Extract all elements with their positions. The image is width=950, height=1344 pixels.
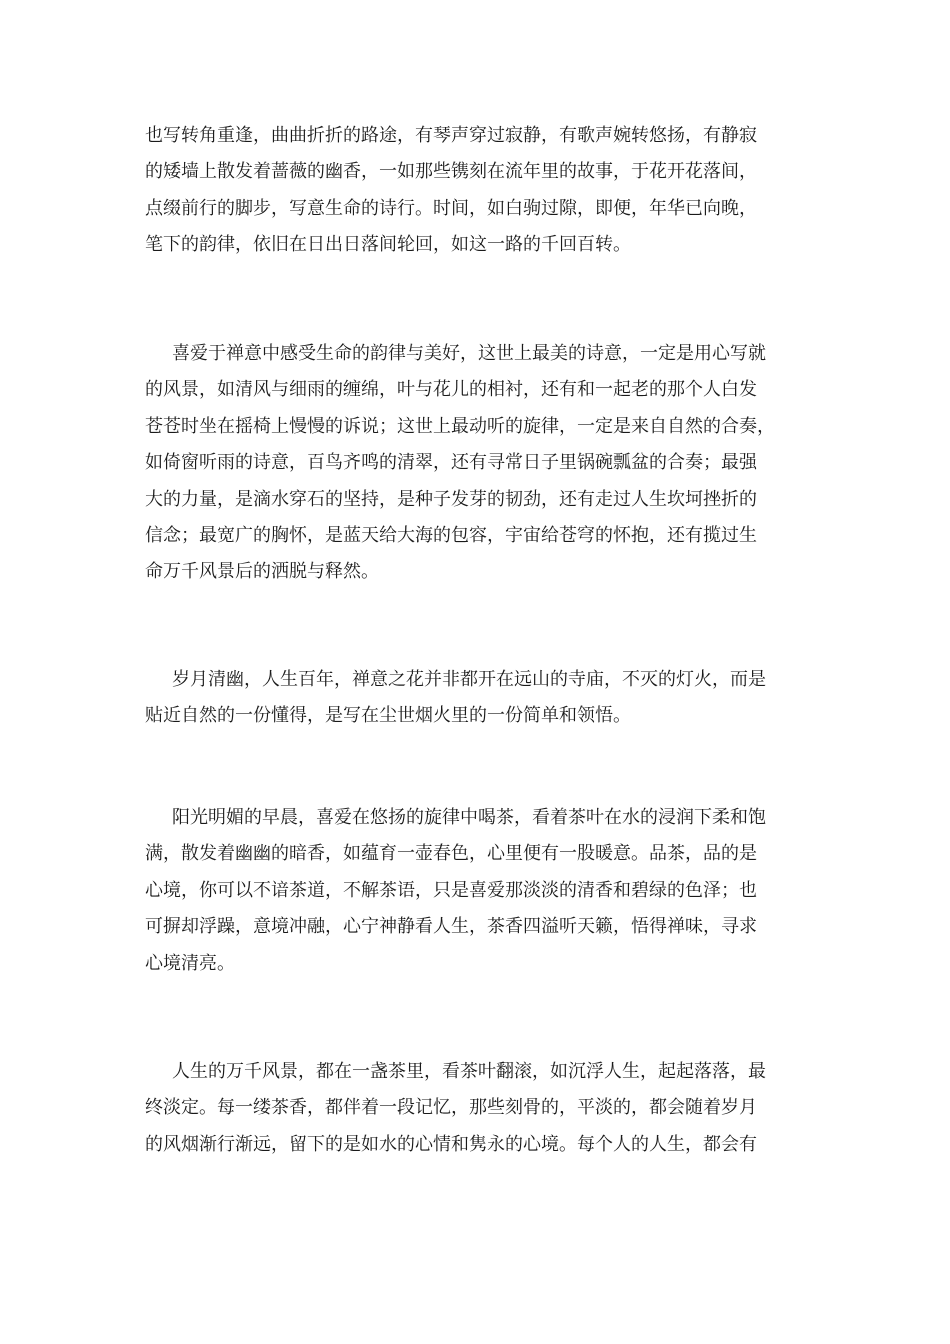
text-line: 心境，你可以不谙茶道，不解茶语，只是喜爱那淡淡的清香和碧绿的色泽；也 <box>145 879 757 901</box>
paragraph-4 <box>145 800 810 982</box>
text-line: 喜爱于禅意中感受生命的韵律与美好，这世上最美的诗意，一定是用心写就 <box>172 343 766 364</box>
text-line: 岁月清幽，人生百年，禅意之花并非都开在远山的寺庙，不灭的灯火，而是 <box>172 669 766 690</box>
text-line: 人生的万千风景，都在一盏茶里，看茶叶翻滚，如沉浮人生，起起落落，最 <box>172 1061 766 1082</box>
text-line: 信念；最宽广的胸怀，是蓝天给大海的包容，宇宙给苍穹的怀抱，还有揽过生 <box>145 524 757 546</box>
text-line: 命万千风景后的洒脱与释然。 <box>145 561 379 583</box>
text-line: 苍苍时坐在摇椅上慢慢的诉说；这世上最动听的旋律，一定是来自自然的合奏， <box>145 415 775 437</box>
text-line: 的风烟渐行渐远，留下的是如水的心情和隽永的心境。每个人的人生，都会有 <box>145 1133 757 1155</box>
text-line: 大的力量，是滴水穿石的坚持，是种子发芽的韧劲，还有走过人生坎坷挫折的 <box>145 488 757 510</box>
text-line: 如倚窗听雨的诗意，百鸟齐鸣的清翠，还有寻常日子里锅碗瓢盆的合奏；最强 <box>145 452 757 474</box>
paragraph-3 <box>145 662 810 735</box>
text-line: 满，散发着幽幽的暗香，如蕴育一壶春色，心里便有一股暖意。品茶，品的是 <box>145 843 757 865</box>
paragraph-5 <box>145 1054 810 1163</box>
text-line: 心境清亮。 <box>145 952 235 974</box>
text-line: 点缀前行的脚步，写意生命的诗行。时间，如白驹过隙，即便，年华已向晚， <box>145 197 757 219</box>
text-line: 阳光明媚的早晨，喜爱在悠扬的旋律中喝茶，看着茶叶在水的浸润下柔和饱 <box>172 807 766 828</box>
text-line: 笔下的韵律，依旧在日出日落间轮回，如这一路的千回百转。 <box>145 234 631 256</box>
paragraph-1 <box>145 118 810 264</box>
text-line: 也写转角重逢，曲曲折折的路途，有琴声穿过寂静，有歌声婉转悠扬，有静寂 <box>145 125 757 146</box>
text-line: 贴近自然的一份懂得，是写在尘世烟火里的一份简单和领悟。 <box>145 705 631 727</box>
text-line: 的矮墙上散发着蔷薇的幽香，一如那些镌刻在流年里的故事，于花开花落间， <box>145 161 757 183</box>
text-line: 终淡定。每一缕茶香，都伴着一段记忆，那些刻骨的，平淡的，都会随着岁月 <box>145 1097 757 1119</box>
paragraph-2 <box>145 336 810 591</box>
text-line: 可摒却浮躁，意境冲融，心宁神静看人生，茶香四溢听天籁，悟得禅味，寻求 <box>145 916 757 938</box>
text-line: 的风景，如清风与细雨的缠绵，叶与花儿的相衬，还有和一起老的那个人白发 <box>145 379 757 401</box>
